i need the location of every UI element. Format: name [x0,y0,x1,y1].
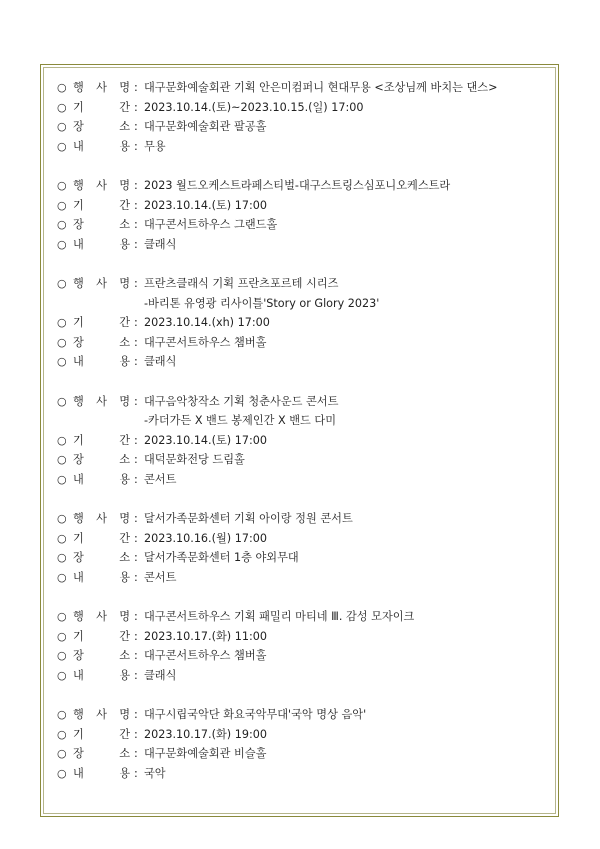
circle-bullet-icon: ○ [57,551,67,564]
event-place-value: 대구콘서트하우스 챔버홀 [144,649,267,662]
event-name-value: 대구시립국악단 화요국악무대'국악 명상 음악' [144,708,367,721]
circle-bullet-icon: ○ [57,472,67,486]
event-place-value: 대덕문화전당 드림홀 [144,453,245,466]
label-colon: : [134,237,138,251]
event-period-row [57,529,547,549]
label-char: 간 [119,727,130,741]
label-char: 장 [73,649,84,662]
label-char: 사 [96,610,107,623]
event-name-label [73,392,134,412]
label-char: 명 [119,708,130,721]
event-period-label [73,313,134,333]
event-period-label [73,529,134,549]
event-name-label [73,509,134,529]
event-period-value: 2023.10.16.(월) 17:00 [144,531,267,545]
label-char: 명 [119,179,130,192]
event-name-label [73,705,134,725]
event-name-row [57,274,547,294]
circle-bullet-icon: ○ [57,747,67,760]
circle-bullet-icon: ○ [57,668,67,682]
label-char: 간 [119,198,130,212]
event-place-row [57,215,547,235]
label-char: 소 [119,120,130,133]
circle-bullet-icon: ○ [57,277,67,290]
event-place-row [57,744,547,764]
label-char: 행 [73,394,84,408]
label-char: 명 [119,394,130,408]
event-name-row [57,176,547,196]
label-char: 행 [73,277,84,290]
label-char: 행 [73,708,84,721]
label-colon: : [134,355,138,368]
label-colon: : [134,570,138,584]
label-char: 용 [119,766,130,780]
label-char: 내 [73,766,84,780]
event-content-value: 클래식 [144,355,177,368]
event-place-label [73,333,134,353]
event-name-value: 대구문화예술회관 기획 안은미컴퍼니 현대무용 <조상님께 바치는 댄스> [144,81,498,94]
event-content-label [73,352,134,372]
label-char: 간 [119,629,130,643]
label-char: 명 [119,277,130,290]
label-char: 용 [119,668,130,682]
label-char: 장 [73,453,84,466]
label-char: 사 [96,277,107,290]
label-char: 장 [73,551,84,564]
label-colon: : [134,120,138,133]
event-place-label [73,744,134,764]
label-char: 사 [96,512,107,525]
label-colon: : [134,708,138,721]
label-char: 명 [119,81,130,94]
label-char: 소 [119,747,130,760]
label-char: 소 [119,649,130,662]
event-place-value: 대구콘서트하우스 챔버홀 [144,335,267,349]
label-colon: : [134,81,138,94]
label-char: 내 [73,668,84,682]
label-colon: : [134,610,138,623]
event-place-label [73,117,134,137]
label-colon: : [134,472,138,486]
label-char: 내 [73,355,84,368]
event-name-value: 달서가족문화센터 기획 아이랑 정원 콘서트 [144,512,353,525]
event-content-value: 무용 [144,139,166,153]
label-char: 사 [96,708,107,721]
event-period-row [57,431,547,451]
event-content-row [57,352,547,372]
event-place-row [57,333,547,353]
event-name-row [57,705,547,725]
circle-bullet-icon: ○ [57,335,67,349]
event-place-row [57,548,547,568]
label-char: 소 [119,453,130,466]
event-period-row [57,196,547,216]
event-period-value: 2023.10.14.(토)~2023.10.15.(일) 17:00 [144,100,364,114]
event-place-label [73,215,134,235]
label-colon: : [134,551,138,564]
label-char: 행 [73,179,84,192]
event-content-value: 콘서트 [144,472,177,486]
event-period-row [57,313,547,333]
label-colon: : [134,727,138,741]
event-name-continuation: -카더가든 X 밴드 봉제인간 X 밴드 다미 [144,414,337,427]
circle-bullet-icon: ○ [57,81,67,94]
circle-bullet-icon: ○ [57,394,67,408]
event-name-row [57,392,547,412]
event-place-label [73,548,134,568]
label-char: 간 [119,316,130,329]
circle-bullet-icon: ○ [57,433,67,447]
event-place-row [57,646,547,666]
circle-bullet-icon: ○ [57,512,67,525]
event-period-value: 2023.10.17.(화) 11:00 [144,629,267,643]
label-colon: : [134,747,138,760]
label-char: 소 [119,218,130,231]
label-char: 내 [73,237,84,251]
circle-bullet-icon: ○ [57,179,67,192]
event-period-row [57,627,547,647]
label-char: 소 [119,335,130,349]
event-place-value: 달서가족문화센터 1층 야외무대 [144,551,299,564]
event-place-label [73,646,134,666]
label-char: 기 [73,531,84,545]
label-colon: : [134,668,138,682]
event-content-value: 콘서트 [144,570,177,584]
event-content-label [73,764,134,784]
label-char: 사 [96,179,107,192]
event-name-label [73,274,134,294]
label-char: 행 [73,81,84,94]
event-content-row [57,470,547,490]
event-period-label [73,431,134,451]
label-colon: : [134,335,138,349]
event-block [57,607,547,685]
event-name-value: 2023 월드오케스트라페스티벌-대구스트링스심포니오케스트라 [144,179,451,192]
event-content-row [57,235,547,255]
label-char: 기 [73,727,84,741]
circle-bullet-icon: ○ [57,453,67,466]
circle-bullet-icon: ○ [57,218,67,231]
event-content-label [73,568,134,588]
event-content-label [73,235,134,255]
event-period-label [73,196,134,216]
event-period-value: 2023.10.14.(토) 17:00 [144,433,267,447]
event-period-label [73,725,134,745]
event-content-label [73,666,134,686]
label-char: 간 [119,433,130,447]
event-period-row [57,725,547,745]
event-block [57,78,547,156]
label-char: 내 [73,472,84,486]
label-colon: : [134,100,138,114]
circle-bullet-icon: ○ [57,237,67,251]
label-char: 장 [73,218,84,231]
circle-bullet-icon: ○ [57,120,67,133]
event-name-label [73,607,134,627]
label-char: 용 [119,355,130,368]
label-colon: : [134,629,138,643]
label-char: 장 [73,120,84,133]
circle-bullet-icon: ○ [57,570,67,584]
label-char: 사 [96,394,107,408]
event-name-label [73,78,134,98]
label-char: 기 [73,629,84,643]
event-period-value: 2023.10.14.(토) 17:00 [144,198,267,212]
circle-bullet-icon: ○ [57,766,67,780]
label-char: 용 [119,237,130,251]
label-char: 명 [119,512,130,525]
event-period-label [73,98,134,118]
label-char: 용 [119,570,130,584]
label-char: 간 [119,531,130,545]
event-block [57,176,547,254]
circle-bullet-icon: ○ [57,708,67,721]
circle-bullet-icon: ○ [57,727,67,741]
label-colon: : [134,531,138,545]
label-colon: : [134,453,138,466]
circle-bullet-icon: ○ [57,100,67,114]
event-content-value: 국악 [144,766,166,780]
label-colon: : [134,179,138,192]
label-char: 장 [73,335,84,349]
circle-bullet-icon: ○ [57,649,67,662]
event-content-row [57,764,547,784]
event-block [57,392,547,490]
label-char: 용 [119,139,130,153]
label-colon: : [134,512,138,525]
circle-bullet-icon: ○ [57,629,67,643]
event-place-label [73,450,134,470]
label-char: 소 [119,551,130,564]
event-block [57,705,547,783]
label-char: 기 [73,433,84,447]
event-name-value: 대구콘서트하우스 기획 패밀리 마티네 Ⅲ. 감성 모자이크 [144,610,415,623]
label-char: 기 [73,316,84,329]
event-place-value: 대구문화예술회관 팔공홀 [144,120,267,133]
event-period-row [57,98,547,118]
label-char: 간 [119,100,130,114]
event-block [57,509,547,587]
label-char: 내 [73,139,84,153]
event-place-row [57,450,547,470]
event-content-value: 클래식 [144,668,177,682]
label-char: 행 [73,512,84,525]
label-colon: : [134,766,138,780]
event-content-row [57,666,547,686]
label-colon: : [134,649,138,662]
label-colon: : [134,139,138,153]
event-name-value: 프란츠클래식 기획 프란츠포르테 시리즈 [144,277,339,290]
event-content-row [57,568,547,588]
label-char: 기 [73,198,84,212]
label-colon: : [134,277,138,290]
event-list [57,78,547,803]
circle-bullet-icon: ○ [57,355,67,368]
circle-bullet-icon: ○ [57,139,67,153]
event-name-value: 대구음악창작소 기획 청춘사운드 콘서트 [144,394,339,408]
label-char: 행 [73,610,84,623]
label-char: 장 [73,747,84,760]
circle-bullet-icon: ○ [57,531,67,545]
event-name-label [73,176,134,196]
circle-bullet-icon: ○ [57,198,67,212]
label-colon: : [134,433,138,447]
label-char: 명 [119,610,130,623]
label-char: 내 [73,570,84,584]
event-content-value: 클래식 [144,237,177,251]
label-colon: : [134,218,138,231]
circle-bullet-icon: ○ [57,316,67,329]
event-period-value: 2023.10.17.(화) 19:00 [144,727,267,741]
label-char: 기 [73,100,84,114]
label-char: 사 [96,81,107,94]
event-name-row [57,509,547,529]
event-block [57,274,547,372]
label-colon: : [134,198,138,212]
event-period-value: 2023.10.14.(xh) 17:00 [144,316,270,329]
event-place-value: 대구문화예술회관 비슬홀 [144,747,267,760]
event-name-row [57,78,547,98]
event-content-label [73,137,134,157]
event-period-label [73,627,134,647]
event-name-continuation: -바리톤 유영광 리사이틀'Story or Glory 2023' [144,296,380,310]
event-place-row [57,117,547,137]
circle-bullet-icon: ○ [57,610,67,623]
event-content-label [73,470,134,490]
event-name-row [57,607,547,627]
label-colon: : [134,394,138,408]
label-colon: : [134,316,138,329]
label-char: 용 [119,472,130,486]
event-content-row [57,137,547,157]
event-place-value: 대구콘서트하우스 그랜드홀 [144,218,278,231]
